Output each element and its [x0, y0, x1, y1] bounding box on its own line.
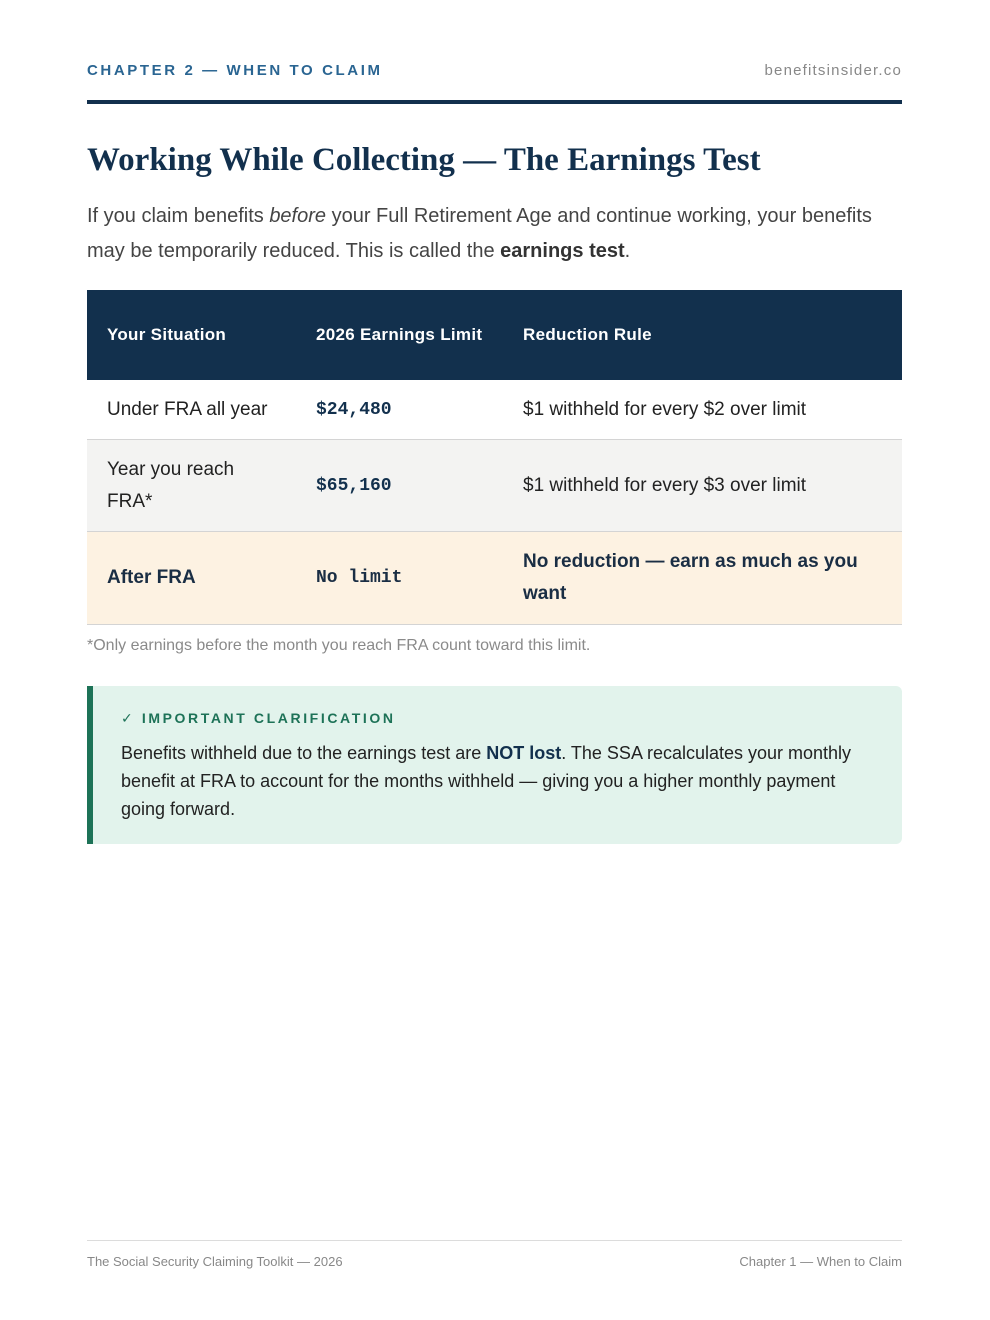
limit-cell: $65,160 [296, 440, 503, 532]
callout-title [121, 710, 874, 727]
rule-cell: No reduction — earn as much as you want [503, 532, 902, 625]
intro-bold: earnings test [500, 240, 625, 262]
callout-body [121, 739, 874, 823]
intro-text-3: . [624, 240, 631, 262]
header-earnings-limit: 2026 Earnings Limit [296, 290, 503, 380]
rule-cell: $1 withheld for every $3 over limit [503, 440, 902, 532]
situation-cell: Year you reach FRA* [87, 440, 296, 532]
table-footnote: *Only earnings before the month you reach FRA count toward this limit. [87, 637, 591, 654]
intro-emphasis: before [269, 205, 327, 227]
page-title: Working While Collecting — The Earnings Test [87, 142, 761, 178]
limit-cell: $24,480 [296, 380, 503, 440]
header-reduction-rule: Reduction Rule [503, 290, 902, 380]
header-divider [87, 100, 902, 104]
check-icon: ✓ [121, 710, 136, 726]
footer-divider [87, 1240, 902, 1241]
limit-cell: No limit [296, 532, 503, 625]
callout-title-text: IMPORTANT CLARIFICATION [141, 710, 396, 726]
intro-text-2: your Full Retirement Age and continue working, your benefits may be temporarily reduced. This is called the [87, 205, 872, 262]
earnings-test-table [87, 290, 902, 625]
clarification-callout [87, 686, 902, 844]
table-row [87, 440, 902, 532]
situation-cell: After FRA [87, 532, 296, 625]
rule-cell: $1 withheld for every $2 over limit [503, 380, 902, 440]
chapter-label: CHAPTER 2 — WHEN TO CLAIM [87, 62, 383, 79]
page-header [87, 62, 902, 82]
footer-chapter: Chapter 1 — When to Claim [739, 1254, 902, 1269]
situation-cell: Under FRA all year [87, 380, 296, 440]
table-row-highlighted [87, 532, 902, 625]
site-name: benefitsinsider.co [764, 62, 902, 79]
table-header-row [87, 290, 902, 380]
intro-paragraph [87, 199, 902, 269]
table-row [87, 380, 902, 440]
header-your-situation: Your Situation [87, 290, 296, 380]
intro-text-1: If you claim benefits [87, 205, 270, 227]
callout-body-text-2: . The SSA recalculates your monthly benefit at FRA to account for the months withheld — giving you a higher monthly payment going forward. [121, 743, 852, 819]
callout-body-text-1: Benefits withheld due to the earnings test are [121, 743, 487, 763]
callout-body-bold: NOT lost [486, 743, 562, 763]
footer-book-title: The Social Security Claiming Toolkit — 2026 [87, 1254, 343, 1269]
